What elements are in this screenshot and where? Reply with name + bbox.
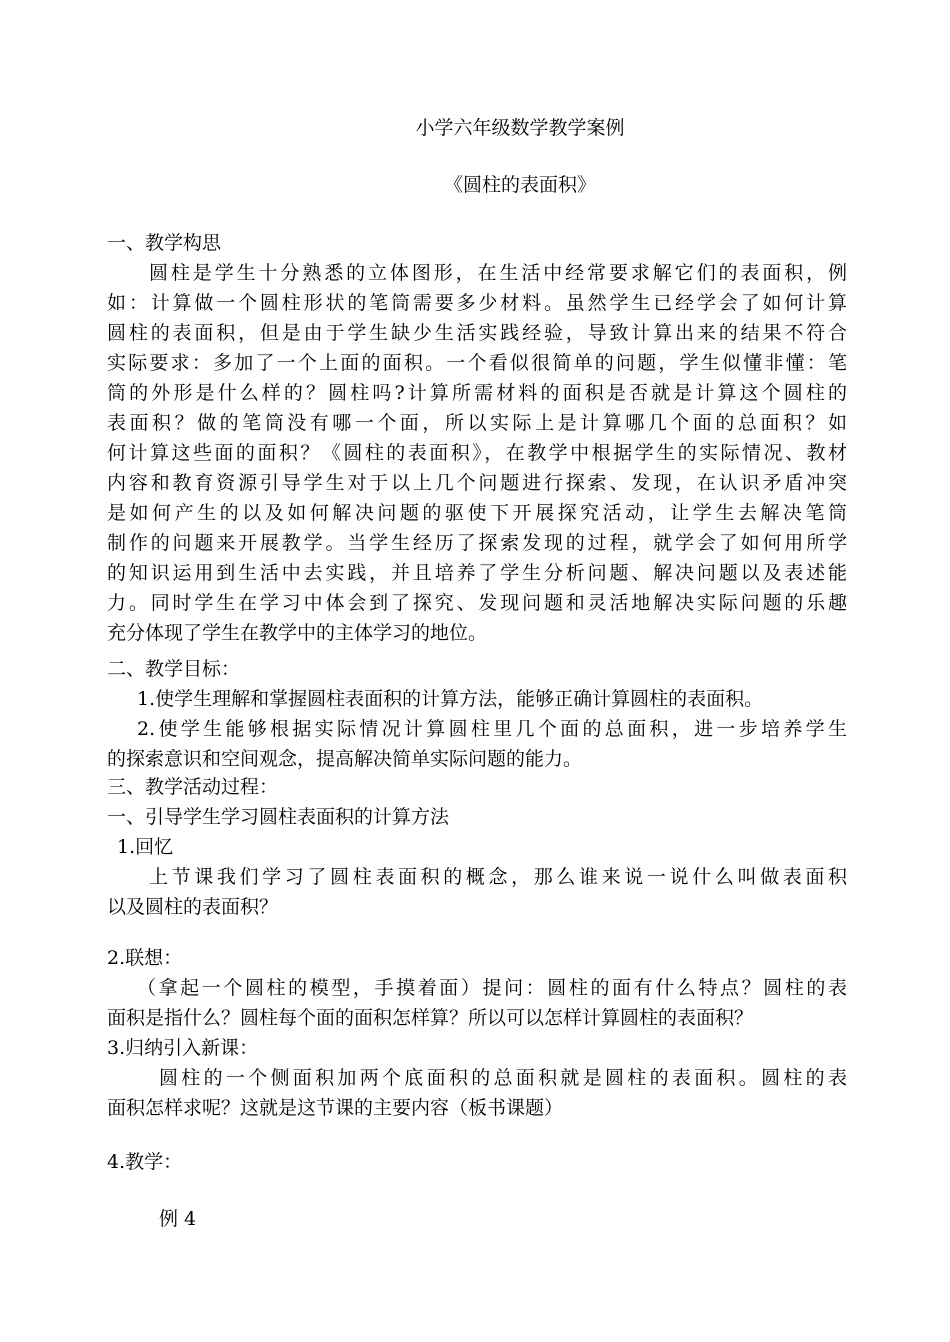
paragraph-line: 上节课我们学习了圆柱表面积的概念，那么谁来说一说什么叫做表面积 xyxy=(149,866,847,888)
paragraph-line: （拿起一个圆柱的模型，手摸着面）提问：圆柱的面有什么特点？圆柱的表 xyxy=(137,977,847,999)
goal-item: 2.使学生能够根据实际情况计算圆柱里几个面的总面积，进一步培养学生 xyxy=(137,718,847,740)
paragraph-line: 充分体现了学生在教学中的主体学习的地位。 xyxy=(107,622,488,644)
paragraph-line: 何计算这些面的面积？《圆柱的表面积》，在教学中根据学生的实际情况、教材 xyxy=(107,442,847,464)
document-title: 小学六年级数学教学案例 xyxy=(415,117,625,139)
step-label: 4.教学： xyxy=(107,1151,183,1173)
section-heading: 三、教学活动过程： xyxy=(107,776,279,798)
paragraph-line: 表面积？做的笔筒没有哪一个面，所以实际上是计算哪几个面的总面积？如 xyxy=(107,412,847,434)
section-teaching-goals xyxy=(107,654,847,774)
example-block xyxy=(107,1204,847,1234)
paragraph-line: 实际要求：多加了一个上面的面积。一个看似很简单的问题，学生似懂非懂：笔 xyxy=(107,352,847,374)
section-teaching-process xyxy=(107,772,847,922)
goal-item: 1.使学生理解和掌握圆柱表面积的计算方法，能够正确计算圆柱的表面积。 xyxy=(137,688,764,710)
paragraph-line: 如：计算做一个圆柱形状的笔筒需要多少材料。虽然学生已经学会了如何计算 xyxy=(107,292,847,314)
paragraph-line: 面积是指什么？圆柱每个面的面积怎样算？所以可以怎样计算圆柱的表面积？ xyxy=(107,1007,754,1029)
step-association xyxy=(107,943,847,1123)
step-label: 3.归纳引入新课： xyxy=(107,1037,259,1059)
paragraph-line: 的知识运用到生活中去实践，并且培养了学生分析问题、解决问题以及表述能 xyxy=(107,562,847,584)
paragraph-line: 筒的外形是什么样的？圆柱吗?计算所需材料的面积是否就是计算这个圆柱的 xyxy=(107,382,847,404)
example-label: 例 4 xyxy=(159,1208,197,1230)
paragraph-line: 内容和教育资源引导学生对于以上几个问题进行探索、发现，在认识矛盾冲突 xyxy=(107,472,847,494)
document-subtitle: 《圆柱的表面积》 xyxy=(443,174,596,196)
paragraph-line: 是如何产生的以及如何解决问题的驱使下开展探究活动，让学生去解决笔筒 xyxy=(107,502,847,524)
paragraph-line: 力。同时学生在学习中体会到了探究、发现问题和灵活地解决实际问题的乐趣 xyxy=(107,592,847,614)
paragraph-line: 圆柱的表面积，但是由于学生缺少生活实践经验，导致计算出来的结果不符合 xyxy=(107,322,847,344)
step-teaching xyxy=(107,1147,847,1177)
paragraph-line: 制作的问题来开展教学。当学生经历了探索发现的过程，就学会了如何用所学 xyxy=(107,532,847,554)
step-label: 2.联想： xyxy=(107,947,183,969)
paragraph-line: 圆柱的一个侧面积加两个底面积的总面积就是圆柱的表面积。圆柱的表 xyxy=(159,1067,847,1089)
section-heading: 二、教学目标： xyxy=(107,658,241,680)
section-heading: 一、教学构思 xyxy=(107,232,222,254)
paragraph-line: 圆柱是学生十分熟悉的立体图形，在生活中经常要求解它们的表面积，例 xyxy=(149,262,847,284)
sub-heading: 一、引导学生学习圆柱表面积的计算方法 xyxy=(107,806,450,828)
paragraph-line: 以及圆柱的表面积？ xyxy=(107,896,279,918)
section-teaching-concept xyxy=(107,228,847,648)
step-label: 1.回忆 xyxy=(117,836,174,858)
paragraph-line: 面积怎样求呢？这就是这节课的主要内容（板书课题） xyxy=(107,1097,564,1119)
goal-item-continuation: 的探索意识和空间观念，提高解决简单实际问题的能力。 xyxy=(107,748,583,770)
